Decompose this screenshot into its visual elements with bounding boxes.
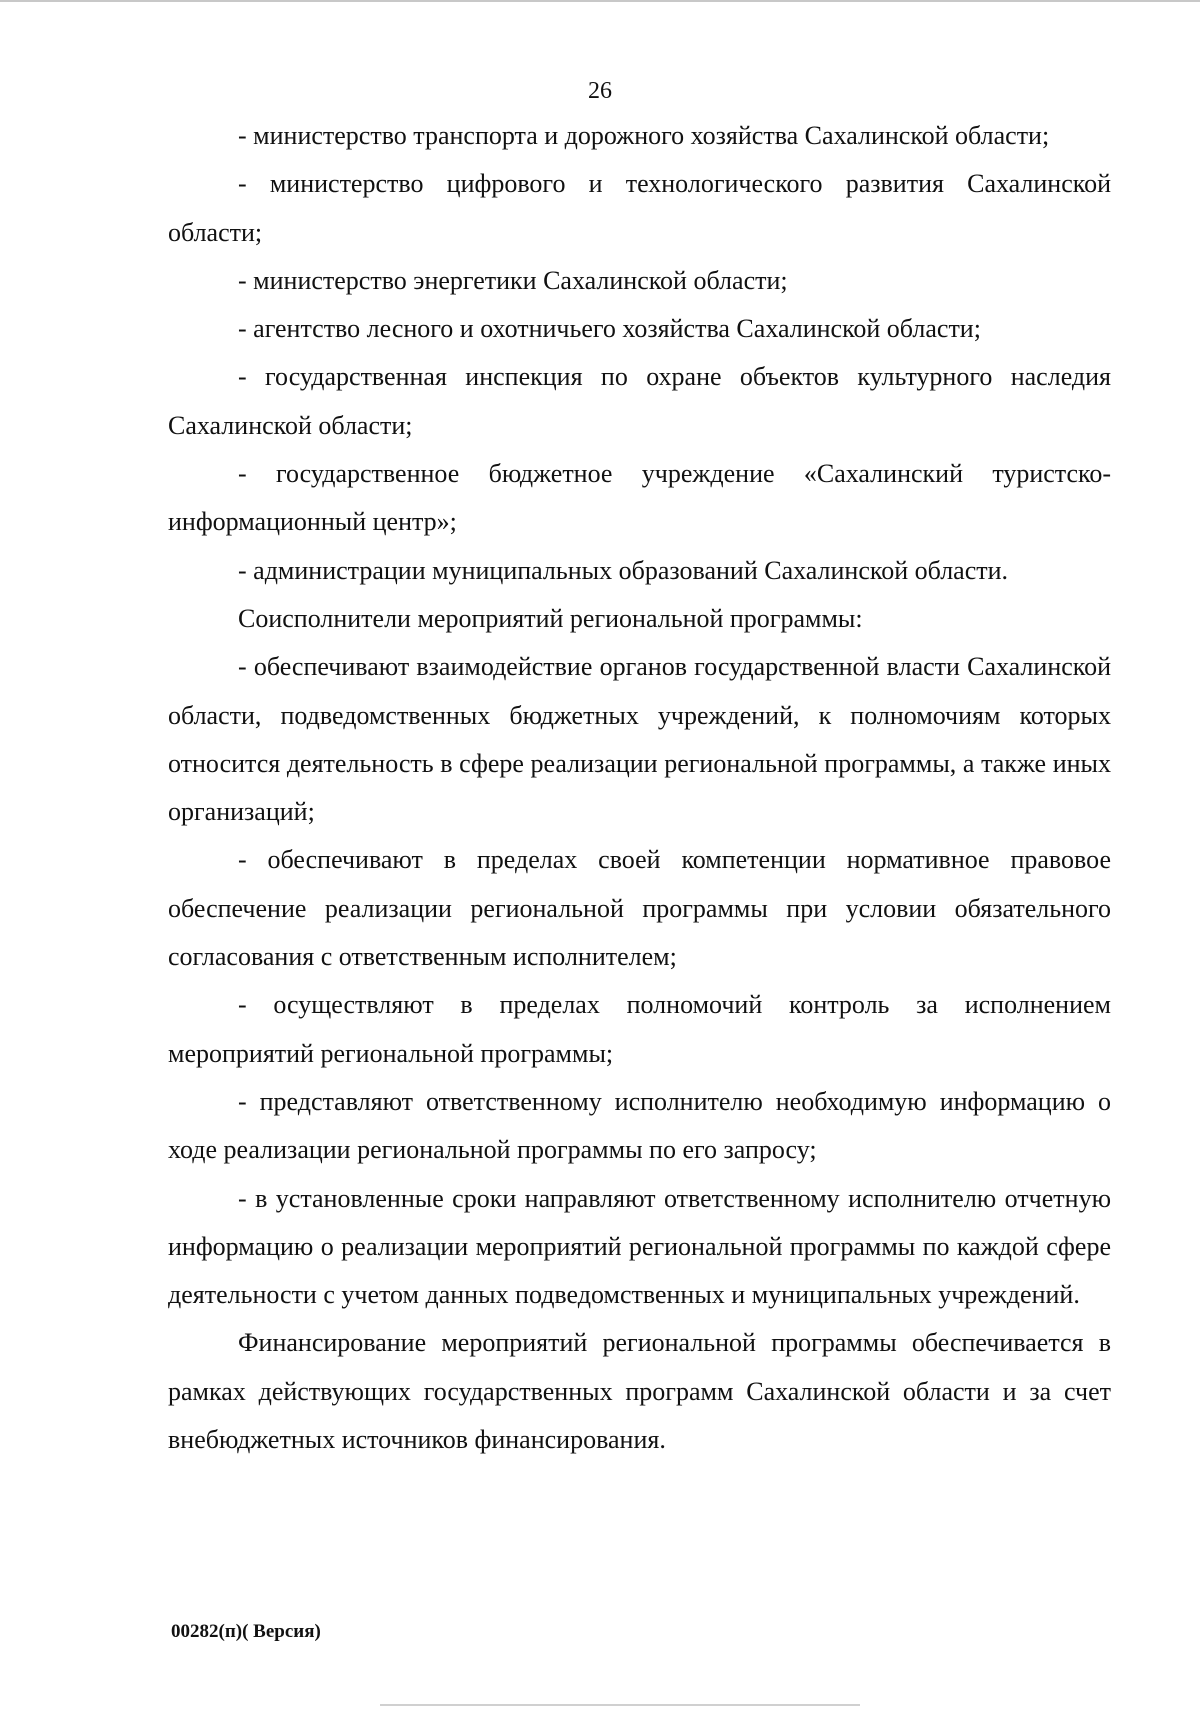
scan-edge-top xyxy=(0,0,1200,2)
paragraph-normative-support: - обеспечивают в пределах своей компетенции нормативное правовое обеспечение реализации региональной программы при условии обязательного согласования с ответственным исполнителем; xyxy=(168,845,1111,972)
paragraph-ministry-energy: - министерство энергетики Сахалинской области; xyxy=(238,265,788,295)
paragraph-co-executors-heading: Соисполнители мероприятий региональной программы: xyxy=(238,603,863,633)
paragraph-heritage-inspection: - государственная инспекция по охране объектов культурного наследия Сахалинской области; xyxy=(168,362,1111,440)
document-body xyxy=(168,112,1111,1464)
paragraph-ensure-interaction: - обеспечивают взаимодействие органов государственной власти Сахалинской области, подведомственных бюджетных учреждений, к полномочиям которых относится деятельность в сфере реализации региональной программы, а также иных организаций; xyxy=(168,652,1111,827)
paragraph-reporting: - в установленные сроки направляют ответственному исполнителю отчетную информацию о реализации мероприятий региональной программы по каждой сфере деятельности с учетом данных подведомственных и муниципальных учреждений. xyxy=(168,1183,1111,1310)
scan-edge-bottom xyxy=(380,1704,860,1706)
document-version-code: 00282(п)( Версия) xyxy=(171,1621,321,1642)
paragraph-ministry-transport: - министерство транспорта и дорожного хозяйства Сахалинской области; xyxy=(238,121,1050,150)
paragraph-control: - осуществляют в пределах полномочий контроль за исполнением мероприятий региональной программы; xyxy=(168,990,1111,1068)
paragraph-information: - представляют ответственному исполнителю необходимую информацию о ходе реализации региональной программы по его запросу; xyxy=(168,1086,1111,1165)
paragraph-forestry-agency: - агентство лесного и охотничьего хозяйства Сахалинской области; xyxy=(238,314,981,344)
paragraph-ministry-digital: - министерство цифрового и технологического развития Сахалинской области; xyxy=(168,169,1111,247)
paragraph-municipal-administrations: - администрации муниципальных образований Сахалинской области. xyxy=(238,555,1009,585)
paragraph-tourist-center: - государственное бюджетное учреждение «Сахалинский туристско-информационный центр»; xyxy=(168,459,1111,537)
paragraph-financing: Финансирование мероприятий региональной программы обеспечивается в рамках действующих государственных программ Сахалинской области и за счет внебюджетных источников финансирования. xyxy=(168,1328,1111,1455)
page-number: 26 xyxy=(588,78,612,104)
